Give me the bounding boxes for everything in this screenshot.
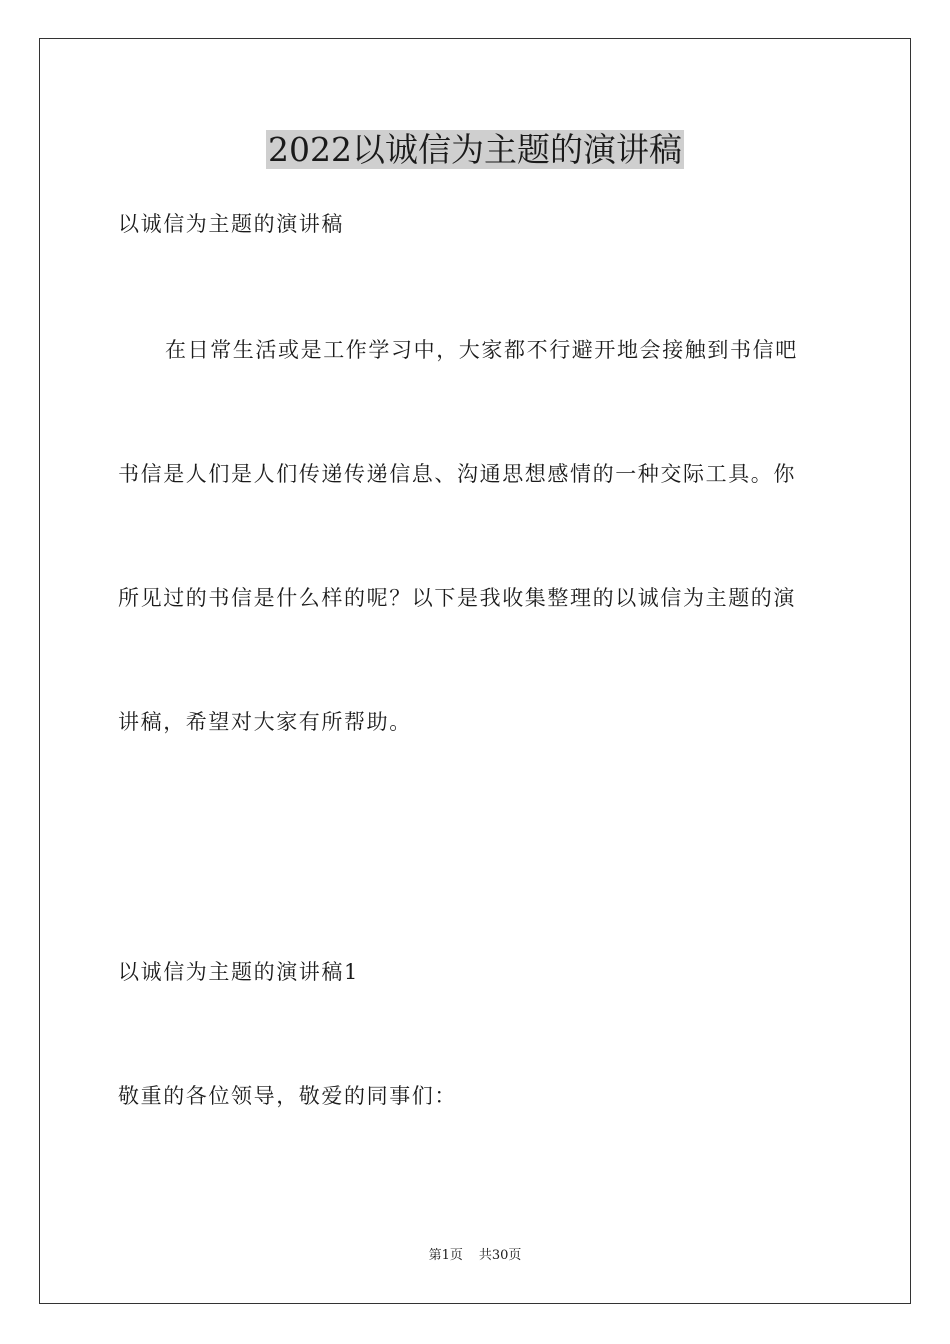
paragraph-line: 讲稿，希望对大家有所帮助。 <box>118 710 412 734</box>
document-title <box>0 128 950 172</box>
page-number: 第1页 <box>428 1248 463 1263</box>
section-heading: 以诚信为主题的演讲稿1 <box>118 960 359 984</box>
paragraph-line: 所见过的书信是什么样的呢？以下是我收集整理的以诚信为主题的演 <box>118 586 796 610</box>
document-subtitle: 以诚信为主题的演讲稿 <box>118 212 344 236</box>
page-footer <box>0 1247 950 1265</box>
page-total: 共30页 <box>478 1248 522 1263</box>
document-title-text: 2022以诚信为主题的演讲稿 <box>268 130 682 169</box>
paragraph-line: 书信是人们是人们传递传递信息、沟通思想感情的一种交际工具。你 <box>118 462 796 486</box>
paragraph-line: 在日常生活或是工作学习中，大家都不行避开地会接触到书信吧 <box>165 338 798 362</box>
salutation: 敬重的各位领导，敬爱的同事们： <box>118 1084 457 1108</box>
